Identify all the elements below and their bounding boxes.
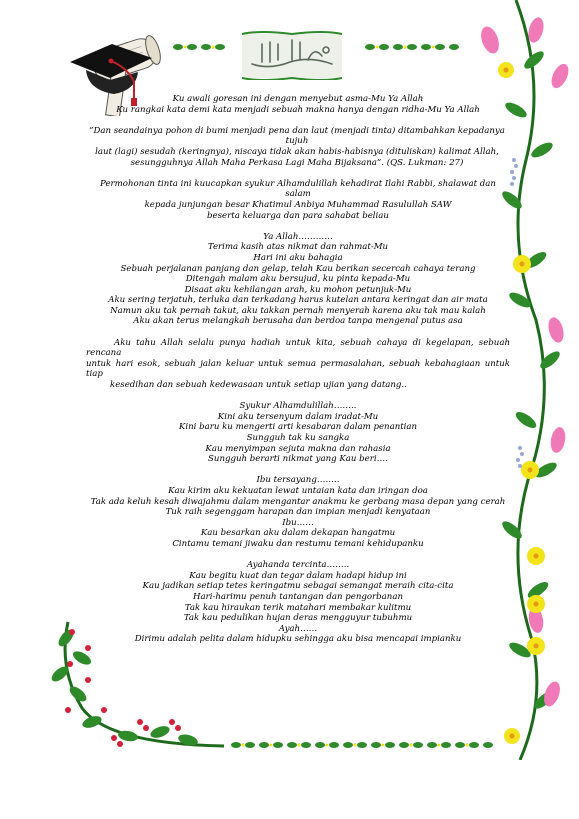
paragraph-line: untuk hari esok, sebuah jalan keluar untuk semua permasalahan, sebuah kebahagiaan untuk tiap xyxy=(86,358,510,380)
hope-paragraph xyxy=(86,338,510,391)
paragraph-line: Aku tahu Allah selalu punya hadiah untuk kita, sebuah cahaya di kegelapan, sebuah rencana xyxy=(86,337,510,359)
verse-line: Ayah…… xyxy=(278,623,318,634)
ibu-heading: Ibu tersayang…….. xyxy=(256,475,340,486)
verse-line: Ibu…… xyxy=(282,517,314,528)
verse-line: Kau jadikan setiap tetes keringatmu sebagai semangat meraih cita-cita xyxy=(142,581,454,592)
ayahanda-heading: Ayahanda tercinta…….. xyxy=(246,560,350,571)
opening-line: Ku awali goresan ini dengan menyebut asma-Mu Ya Allah xyxy=(172,94,424,104)
verse-line: Kini aku tersenyum dalam iradat-Mu xyxy=(217,411,379,422)
verse-line: Sungguh berarti nikmat yang Kau beri…. xyxy=(208,454,388,465)
verse-line: Hari ini aku bahagia xyxy=(253,252,343,263)
verse-line: Tak kau pedulikan hujan deras mengguyur tubuhmu xyxy=(183,613,413,624)
verse-line: Dirimu adalah pelita dalam hidupku sehingga aku bisa mencapai impianku xyxy=(134,634,462,645)
bismillah-calligraphy xyxy=(240,30,344,80)
verse-line: Namun aku tak pernah takut, aku takkan pernah menyerah karena aku tak mau kalah xyxy=(110,305,486,316)
verse-line: Tak ada keluh kesah diwajahmu dalam mengantar anakmu ke gerbang masa depan yang cerah xyxy=(90,496,506,507)
verse-line: Kau kirim aku kekuatan lewat untaian kata dan iringan doa xyxy=(168,485,428,496)
bottom-border-ornament xyxy=(228,738,528,752)
verse-line: Sebuah perjalanan panjang dan gelap, telah Kau berikan secercah cahaya terang xyxy=(120,263,476,274)
verse-line: Disaat aku kehilangan arah, ku mohon petunjuk-Mu xyxy=(184,284,412,295)
quote-line: sesungguhnya Allah Maha Perkasa Lagi Maha Bijaksana”. (QS. Lukman: 27) xyxy=(130,157,464,168)
ya-allah-heading: Ya Allah………… xyxy=(263,231,333,242)
verse-line: Kau besarkan aku dalam dekapan hangatmu xyxy=(200,528,396,539)
verse-line: Kau begitu kuat dan tegar dalam hadapi hidup ini xyxy=(189,570,407,581)
verse-line: Terima kasih atas nikmat dan rahmat-Mu xyxy=(207,242,389,253)
verse-line: Kau menyimpan sejuta makna dan rahasia xyxy=(205,443,391,454)
gratitude-line: beserta keluarga dan para sahabat beliau xyxy=(207,210,389,221)
verse-line: Tuk raih segenggam harapan dan impian menjadi kenyataan xyxy=(165,507,431,518)
verse-line: Kini baru ku mengerti arti kesabaran dalam penantian xyxy=(178,422,418,433)
opening-line: Ku rangkai kata demi kata menjadi sebuah makna hanya dengan ridha-Mu Ya Allah xyxy=(116,104,480,115)
paragraph-line: kesedihan dan sebuah kedewasaan untuk setiap ujian yang datang.. xyxy=(110,380,407,391)
quran-quote xyxy=(82,126,512,168)
gratitude-line: kepada junjungan besar Khatimul Anbiya Muhammad Rasulullah SAW xyxy=(144,199,452,210)
verse-line: Aku sering terjatuh, terluka dan terkadang harus kutelan antara keringat dan air mata xyxy=(108,295,488,306)
dedication-text xyxy=(88,94,508,645)
verse-line: Aku akan terus melangkah berusaha dan berdoa tanpa mengenal putus asa xyxy=(133,316,463,327)
quote-line: laut (lagi) sesudah (keringnya), niscaya tidak akan habis-habisnya (dituliskan) kalimat Allah, xyxy=(95,146,499,157)
verse-line: Tak kau hiraukan terik matahari membakar kulitmu xyxy=(184,602,412,613)
quote-line: ”Dan seandainya pohon di bumi menjadi pena dan laut (menjadi tinta) ditambahkan kepadanya tujuh xyxy=(89,125,505,147)
verse-line: Cintamu temani jiwaku dan restumu temani kehidupanku xyxy=(172,538,424,549)
gratitude-line: Permohonan tinta ini kuucapkan syukur Alhamdulillah kehadirat Ilahi Rabbi, shalawat dan salam xyxy=(100,178,496,200)
verse-line: Ditengah malam aku bersujud, ku pinta kepada-Mu xyxy=(185,274,411,285)
verse-line: Sungguh tak ku sangka xyxy=(246,433,350,443)
syukur-heading: Syukur Alhamdulillah…….. xyxy=(239,401,357,412)
verse-line: Hari-harimu penuh tantangan dan pengorbanan xyxy=(193,591,403,602)
